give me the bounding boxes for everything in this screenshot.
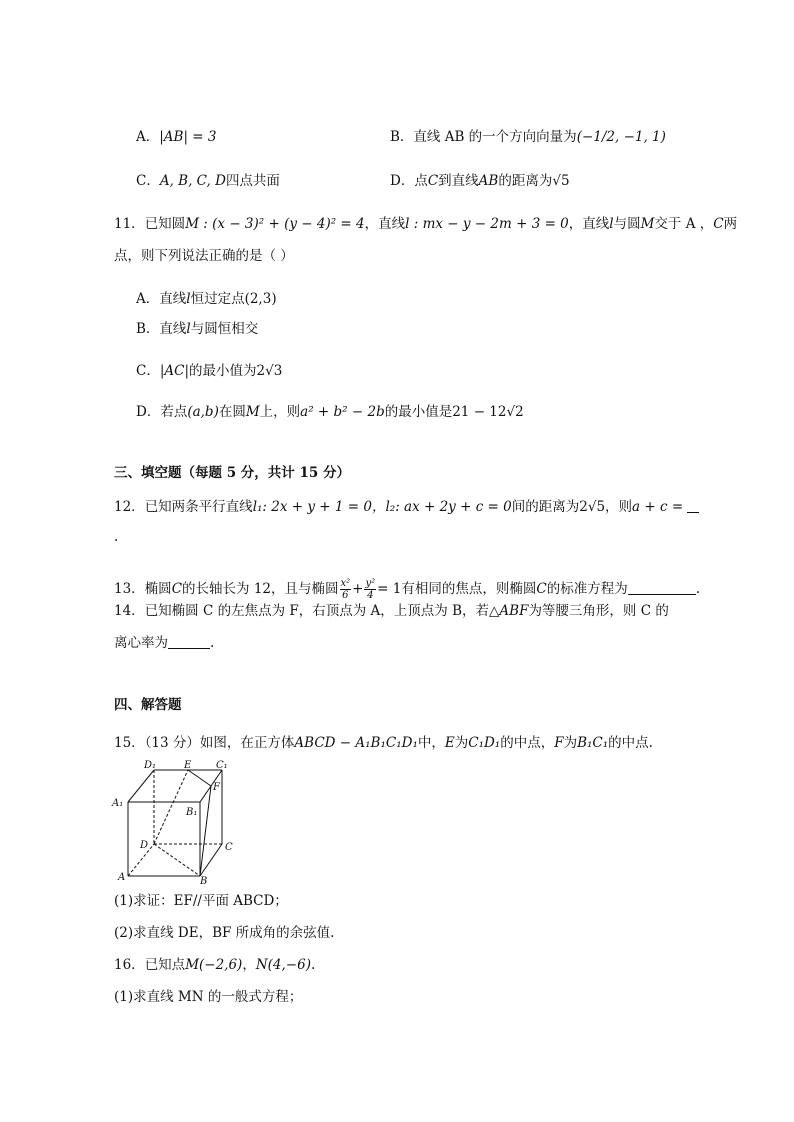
- label-d1: D₁: [144, 760, 157, 771]
- label-b1: B₁: [186, 807, 198, 818]
- q15-part2: (2)求直线 DE，BF 所成角的余弦值.: [114, 925, 335, 941]
- cube-figure: [110, 760, 240, 885]
- q10-option-d: D．点C到直线AB的距离为√5: [390, 173, 570, 189]
- circle-equation: M : (x − 3)² + (y − 4)² = 4: [185, 216, 365, 232]
- q15-part1: (1)求证：EF//平面 ABCD；: [114, 893, 288, 909]
- q11-option-a: A．直线l恒过定点(2,3): [136, 291, 277, 307]
- fraction-x2-over-6: $\frac{\text{x²}}{6}$: [340, 578, 351, 601]
- answer-blank: [168, 634, 210, 649]
- edge-a1-d1: [128, 770, 154, 802]
- segment-d-b: [154, 844, 200, 876]
- label-a: A: [118, 872, 126, 883]
- segment-d-e: [154, 770, 188, 844]
- label-c: C: [225, 842, 233, 853]
- label-a1: A₁: [112, 798, 124, 809]
- label-f: F: [213, 782, 220, 793]
- q10-option-a: A．|AB| = 3: [136, 129, 217, 145]
- q12-stem: 12．已知两条平行直线l₁: 2x + y + 1 = 0，l₂: ax + 2y + c = 0间的距离为2√5，则a + c =: [114, 498, 699, 516]
- q16-part1: (1)求直线 MN 的一般式方程；: [114, 989, 303, 1005]
- q15-stem: 15．（13 分）如图，在正方体ABCD − A₁B₁C₁D₁中，E为C₁D₁的中点，F为B₁C₁的中点.: [114, 735, 653, 751]
- q10-option-b: B．直线 AB 的一个方向向量为(−1/2, −1, 1): [390, 129, 666, 145]
- q11-stem-line2: 点，则下列说法正确的是（ ）: [114, 248, 294, 264]
- section-heading-answer: 四、解答题: [114, 697, 182, 713]
- label-d: D: [140, 840, 149, 851]
- q14-stem-line2: 离心率为 .: [114, 635, 215, 651]
- math-direction-vector: (−1/2, −1, 1): [576, 129, 666, 145]
- q12-tail: .: [114, 529, 119, 545]
- math-abs-ab: |AB| = 3: [159, 129, 217, 145]
- q10-option-c: C．A, B, C, D四点共面: [136, 173, 280, 189]
- q11-stem-line1: 11．已知圆M : (x − 3)² + (y − 4)² = 4，直线l : mx − y − 2m + 3 = 0，直线l与圆M交于 A ，C两: [114, 216, 738, 232]
- q14-stem-line1: 14．已知椭圆 C 的左焦点为 F，右顶点为 A，上顶点为 B，若△ABF为等腰三角形，则 C 的: [114, 603, 669, 619]
- line-equation: l : mx − y − 2m + 3 = 0: [405, 216, 569, 232]
- fraction-y2-over-4: $\frac{\text{y²}}{4}$: [365, 578, 376, 601]
- label-b: B: [200, 876, 208, 885]
- segment-e-f: [188, 770, 211, 786]
- answer-blank: [687, 498, 699, 513]
- q13-stem: 13．椭圆C的长轴长为 12，且与椭圆 $\frac{\text{x²}}{6}$ + $\frac{\text{y²}}{4}$ = 1有相同的焦点，则椭圆C的标准方程为 .: [114, 578, 700, 601]
- q11-option-c: C．|AC|的最小值为2√3: [136, 363, 283, 379]
- label-e: E: [184, 760, 192, 771]
- label-c1: C₁: [216, 760, 228, 771]
- q11-option-b: B．直线l与圆恒相交: [136, 321, 259, 337]
- q11-option-d: D．若点(a,b)在圆M上，则a² + b² − 2b的最小值是21 − 12√2: [136, 404, 524, 420]
- q16-stem: 16．已知点M(−2,6)，N(4,−6).: [114, 957, 316, 973]
- section-heading-fill-in: 三、填空题（每题 5 分，共计 15 分）: [114, 465, 350, 481]
- answer-blank: [628, 580, 696, 595]
